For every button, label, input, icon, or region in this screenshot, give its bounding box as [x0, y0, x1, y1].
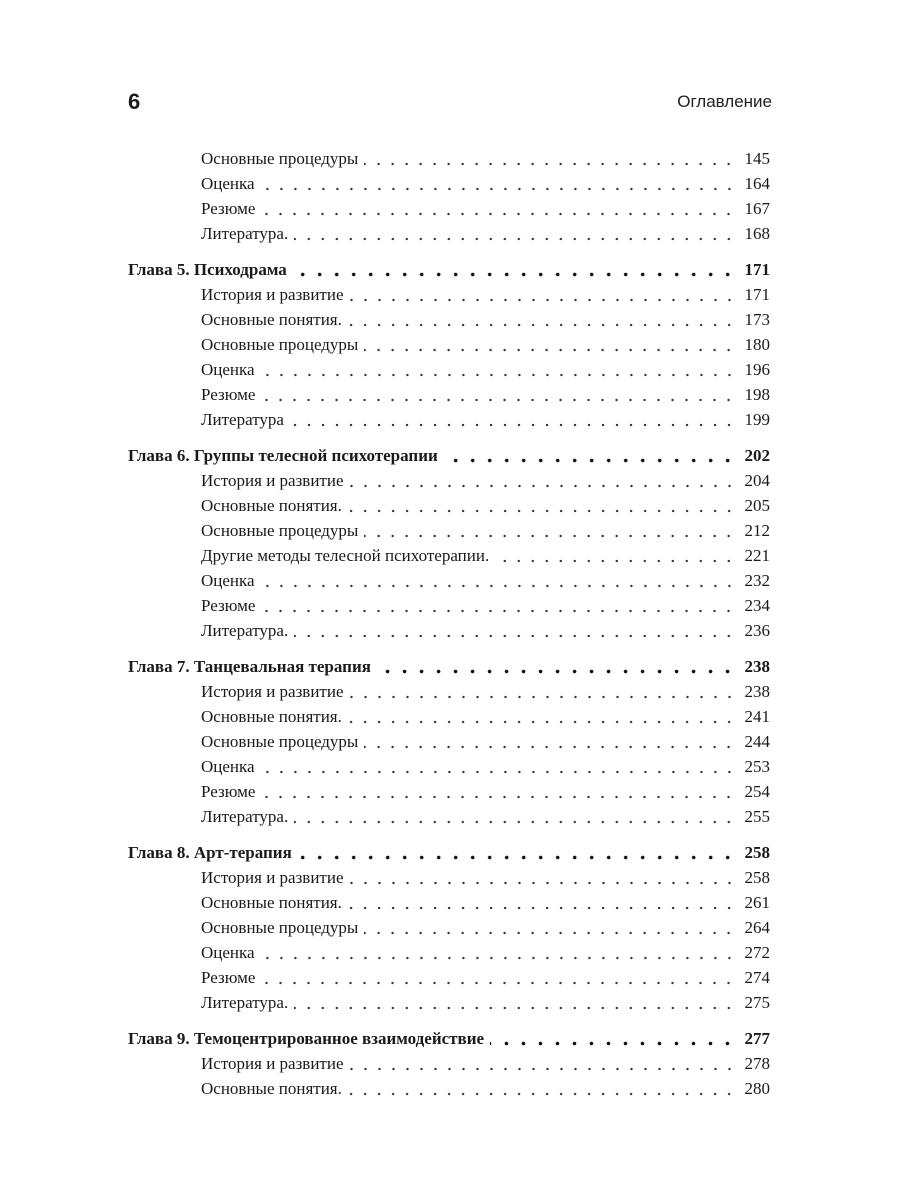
entry-title: Резюме: [201, 968, 256, 987]
toc-chapter-row: [128, 1026, 770, 1051]
dot-leader: [350, 868, 737, 885]
entry-title: Основные процедуры: [201, 918, 359, 937]
toc-entry-row: [128, 779, 770, 804]
page-ref: 258: [744, 843, 770, 862]
toc-entry-row: [128, 593, 770, 618]
page-ref: 238: [744, 657, 770, 676]
page-ref: 274: [744, 968, 770, 987]
dot-leader: [348, 893, 736, 910]
dot-leader: [364, 521, 736, 538]
entry-title: Литература.: [201, 993, 289, 1012]
toc-entry-row: [128, 221, 770, 246]
entry-title: Литература.: [201, 807, 289, 826]
page-ref: 171: [744, 285, 770, 304]
toc-chapter-row: [128, 654, 770, 679]
chapter-title: Глава 8. Арт-терапия: [128, 843, 292, 862]
toc-entry-row: [128, 407, 770, 432]
page-ref: 280: [744, 1079, 770, 1098]
toc-entry-row: [128, 332, 770, 357]
page-ref: 167: [744, 199, 770, 218]
page-ref: 254: [744, 782, 770, 801]
entry-title: Оценка: [201, 174, 255, 193]
page-ref: 236: [744, 621, 770, 640]
dot-leader: [261, 968, 736, 985]
page-ref: 278: [744, 1054, 770, 1073]
entry-title: Оценка: [201, 360, 255, 379]
page-ref: 212: [744, 521, 770, 540]
entry-title: Основные процедуры: [201, 521, 359, 540]
entry-title: Резюме: [201, 199, 256, 218]
toc-entry-row: [128, 518, 770, 543]
entry-title: Основные понятия.: [201, 1079, 342, 1098]
toc-chapter-row: [128, 840, 770, 865]
toc-chapter-row: [128, 443, 770, 468]
dot-leader: [364, 732, 736, 749]
page-ref: 164: [744, 174, 770, 193]
dot-leader: [350, 1054, 737, 1071]
entry-title: Основные понятия.: [201, 893, 342, 912]
entry-title: Литература.: [201, 621, 289, 640]
entry-title: Литература.: [201, 224, 289, 243]
entry-title: Литература: [201, 410, 284, 429]
page-ref: 202: [744, 446, 770, 465]
dot-leader: [364, 918, 736, 935]
entry-title: История и развитие: [201, 1054, 344, 1073]
dot-leader: [261, 360, 736, 377]
toc-entry-row: [128, 196, 770, 221]
entry-title: Основные понятия.: [201, 310, 342, 329]
page-ref: 205: [744, 496, 770, 515]
toc-entry-row: [128, 915, 770, 940]
toc-entry-row: [128, 307, 770, 332]
toc-entry-row: [128, 382, 770, 407]
chapter-title: Глава 6. Группы телесной психотерапии: [128, 446, 438, 465]
entry-title: Оценка: [201, 571, 255, 590]
entry-title: История и развитие: [201, 471, 344, 490]
chapter-title: Глава 7. Танцевальная терапия: [128, 657, 371, 676]
toc-entry-row: [128, 493, 770, 518]
running-head: Оглавление: [677, 92, 772, 111]
toc-entry-row: [128, 804, 770, 829]
page-ref: 253: [744, 757, 770, 776]
dot-leader: [350, 682, 737, 699]
dot-leader: [377, 657, 736, 674]
toc-entry-row: [128, 543, 770, 568]
page-ref: 244: [744, 732, 770, 751]
entry-title: Основные процедуры: [201, 149, 359, 168]
toc-entry-row: [128, 865, 770, 890]
dot-leader: [294, 807, 736, 824]
page-ref: 171: [744, 260, 770, 279]
toc-entry-row: [128, 704, 770, 729]
entry-title: Резюме: [201, 782, 256, 801]
toc-entry-row: [128, 940, 770, 965]
toc-chapter-row: [128, 257, 770, 282]
toc-entry-row: [128, 1051, 770, 1076]
toc-entry-row: [128, 282, 770, 307]
toc-entry-row: [128, 754, 770, 779]
toc-entry-row: [128, 679, 770, 704]
dot-leader: [261, 571, 736, 588]
entry-title: Основные понятия.: [201, 496, 342, 515]
page-ref: 199: [744, 410, 770, 429]
dot-leader: [293, 260, 736, 277]
dot-leader: [350, 471, 737, 488]
page-ref: 241: [744, 707, 770, 726]
page-ref: 221: [744, 546, 770, 565]
page-ref: 232: [744, 571, 770, 590]
dot-leader: [261, 943, 736, 960]
dot-leader: [364, 149, 736, 166]
dot-leader: [261, 385, 736, 402]
dot-leader: [348, 707, 736, 724]
dot-leader: [294, 224, 736, 241]
dot-leader: [290, 410, 736, 427]
entry-title: Основные понятия.: [201, 707, 342, 726]
dot-leader: [350, 285, 737, 302]
dot-leader: [348, 1079, 736, 1096]
page-number: 6: [128, 89, 141, 114]
page-ref: 258: [744, 868, 770, 887]
toc-entry-row: [128, 1076, 770, 1101]
toc-entry-row: [128, 965, 770, 990]
page-ref: 168: [744, 224, 770, 243]
toc-entry-row: [128, 171, 770, 196]
toc-entry-row: [128, 729, 770, 754]
dot-leader: [348, 310, 736, 327]
page-ref: 255: [744, 807, 770, 826]
dot-leader: [261, 199, 736, 216]
toc-entry-row: [128, 890, 770, 915]
dot-leader: [294, 993, 736, 1010]
table-of-contents: [128, 146, 770, 1101]
page-ref: 275: [744, 993, 770, 1012]
dot-leader: [261, 596, 736, 613]
dot-leader: [261, 757, 736, 774]
dot-leader: [364, 335, 736, 352]
entry-title: Основные процедуры: [201, 335, 359, 354]
dot-leader: [261, 174, 736, 191]
toc-entry-row: [128, 468, 770, 493]
entry-title: Оценка: [201, 757, 255, 776]
toc-entry-row: [128, 357, 770, 382]
page-ref: 261: [744, 893, 770, 912]
page-ref: 204: [744, 471, 770, 490]
entry-title: История и развитие: [201, 285, 344, 304]
chapter-title: Глава 5. Психодрама: [128, 260, 287, 279]
entry-title: Основные процедуры: [201, 732, 359, 751]
dot-leader: [348, 496, 736, 513]
dot-leader: [294, 621, 736, 638]
chapter-title: Глава 9. Темоцентрированное взаимодействие: [128, 1029, 485, 1048]
entry-title: История и развитие: [201, 868, 344, 887]
toc-entry-row: [128, 146, 770, 171]
dot-leader: [495, 546, 736, 563]
entry-title: История и развитие: [201, 682, 344, 701]
page-ref: 234: [744, 596, 770, 615]
page-ref: 196: [744, 360, 770, 379]
page-ref: 180: [744, 335, 770, 354]
dot-leader: [490, 1029, 736, 1046]
page-ref: 145: [744, 149, 770, 168]
entry-title: Резюме: [201, 385, 256, 404]
dot-leader: [298, 843, 736, 860]
page-ref: 238: [744, 682, 770, 701]
toc-entry-row: [128, 990, 770, 1015]
toc-entry-row: [128, 568, 770, 593]
toc-entry-row: [128, 618, 770, 643]
dot-leader: [261, 782, 736, 799]
page-ref: 264: [744, 918, 770, 937]
entry-title: Резюме: [201, 596, 256, 615]
entry-title: Другие методы телесной психотерапии.: [201, 546, 490, 565]
entry-title: Оценка: [201, 943, 255, 962]
page-ref: 198: [744, 385, 770, 404]
page-ref: 173: [744, 310, 770, 329]
page-ref: 272: [744, 943, 770, 962]
dot-leader: [444, 446, 736, 463]
page-ref: 277: [744, 1029, 770, 1048]
